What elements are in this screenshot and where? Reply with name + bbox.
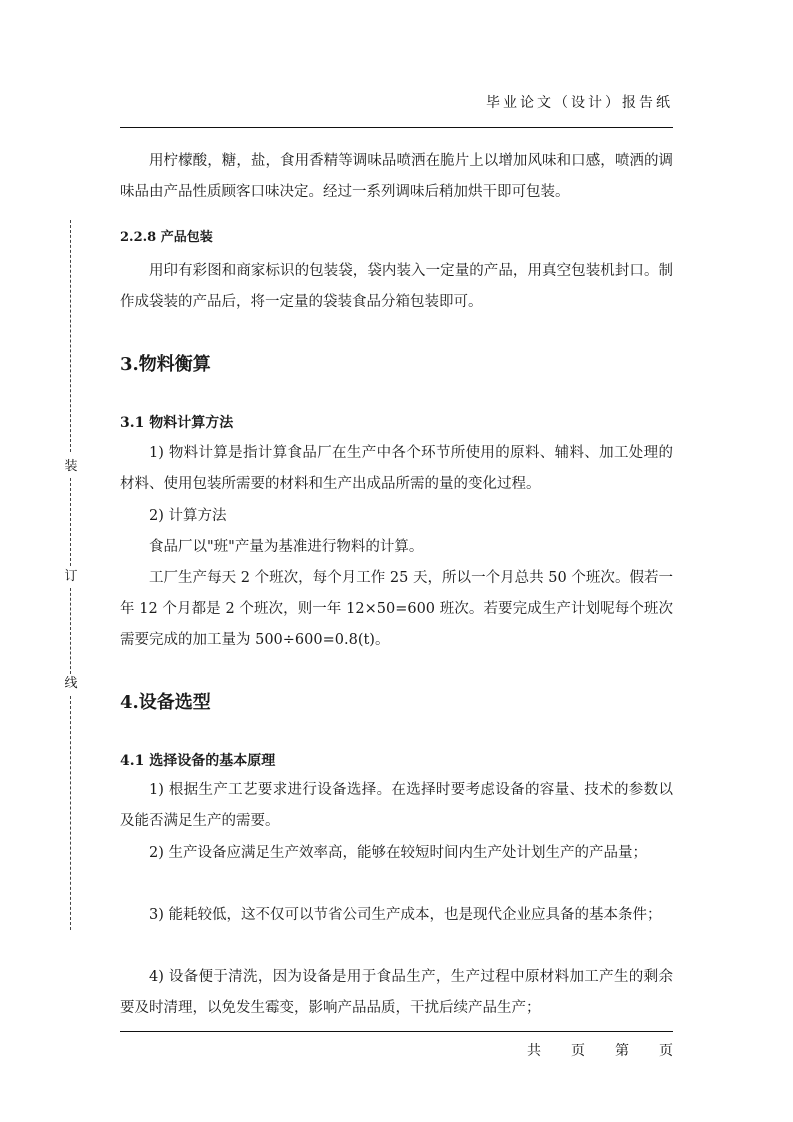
heading-2-2-8: 2.2.8 产品包装 bbox=[120, 230, 213, 245]
header-rule bbox=[120, 127, 673, 128]
footer-rule bbox=[120, 1031, 673, 1032]
binding-char-ding: 订 bbox=[64, 569, 78, 584]
binding-char-xian: 线 bbox=[64, 676, 78, 691]
heading-3: 3.物料衡算 bbox=[120, 354, 211, 375]
binding-dash bbox=[70, 588, 71, 674]
footer-current-label: 第 bbox=[615, 1043, 629, 1059]
footer-page-unit: 页 bbox=[659, 1043, 673, 1059]
paragraph-3-1-1: 1) 物料计算是指计算食品厂在生产中各个环节所使用的原料、辅料、加工处理的材料、使用包装所需要的材料和生产出成品所需的量的变化过程。 bbox=[120, 445, 673, 492]
binding-dash bbox=[70, 478, 71, 566]
header-title: 毕业论文（设计）报告纸 bbox=[486, 95, 673, 111]
paragraph-4-1-1: 1) 根据生产工艺要求进行设备选择。在选择时要考虑设备的容量、技术的参数以及能否满足生产的需要。 bbox=[120, 782, 673, 829]
paragraph-3-1-3: 食品厂以"班"产量为基准进行物料的计算。 bbox=[149, 539, 424, 555]
binding-margin bbox=[64, 220, 78, 930]
binding-dash bbox=[70, 696, 71, 930]
binding-char-zhuang: 装 bbox=[64, 459, 78, 474]
heading-3-1: 3.1 物料计算方法 bbox=[120, 415, 234, 431]
binding-dash bbox=[70, 220, 71, 452]
paragraph-4-1-2: 2) 生产设备应满足生产效率高，能够在较短时间内生产处计划生产的产品量； bbox=[149, 845, 647, 861]
footer-page-unit: 页 bbox=[571, 1043, 585, 1059]
paragraph-seasoning: 用柠檬酸，糖，盐，食用香精等调味品喷洒在脆片上以增加风味和口感，喷洒的调味品由产品性质顾客口味决定。经过一系列调味后稍加烘干即可包装。 bbox=[120, 153, 673, 200]
paragraph-3-1-2: 2) 计算方法 bbox=[149, 508, 227, 524]
paragraph-packaging: 用印有彩图和商家标识的包装袋，袋内装入一定量的产品，用真空包装机封口。制作成袋装的产品后，将一定量的袋装食品分箱包装即可。 bbox=[120, 263, 673, 310]
footer-total-label: 共 bbox=[527, 1043, 541, 1059]
page-footer bbox=[527, 1040, 673, 1060]
heading-4: 4.设备选型 bbox=[120, 692, 211, 713]
paragraph-4-1-4: 4) 设备便于清洗，因为设备是用于食品生产，生产过程中原材料加工产生的剩余要及时清理，以免发生霉变，影响产品品质，干扰后续产品生产； bbox=[120, 969, 673, 1016]
heading-4-1: 4.1 选择设备的基本原理 bbox=[120, 753, 276, 769]
paragraph-4-1-3: 3) 能耗较低，这不仅可以节省公司生产成本，也是现代企业应具备的基本条件； bbox=[149, 907, 662, 923]
paragraph-3-1-4: 工厂生产每天 2 个班次，每个月工作 25 天，所以一个月总共 50 个班次。假若一年 12 个月都是 2 个班次，则一年 12×50=600 班次。若要完成生产计划呢每个班次需要完成的加工量为 500÷600=0.8(t)。 bbox=[120, 570, 673, 648]
